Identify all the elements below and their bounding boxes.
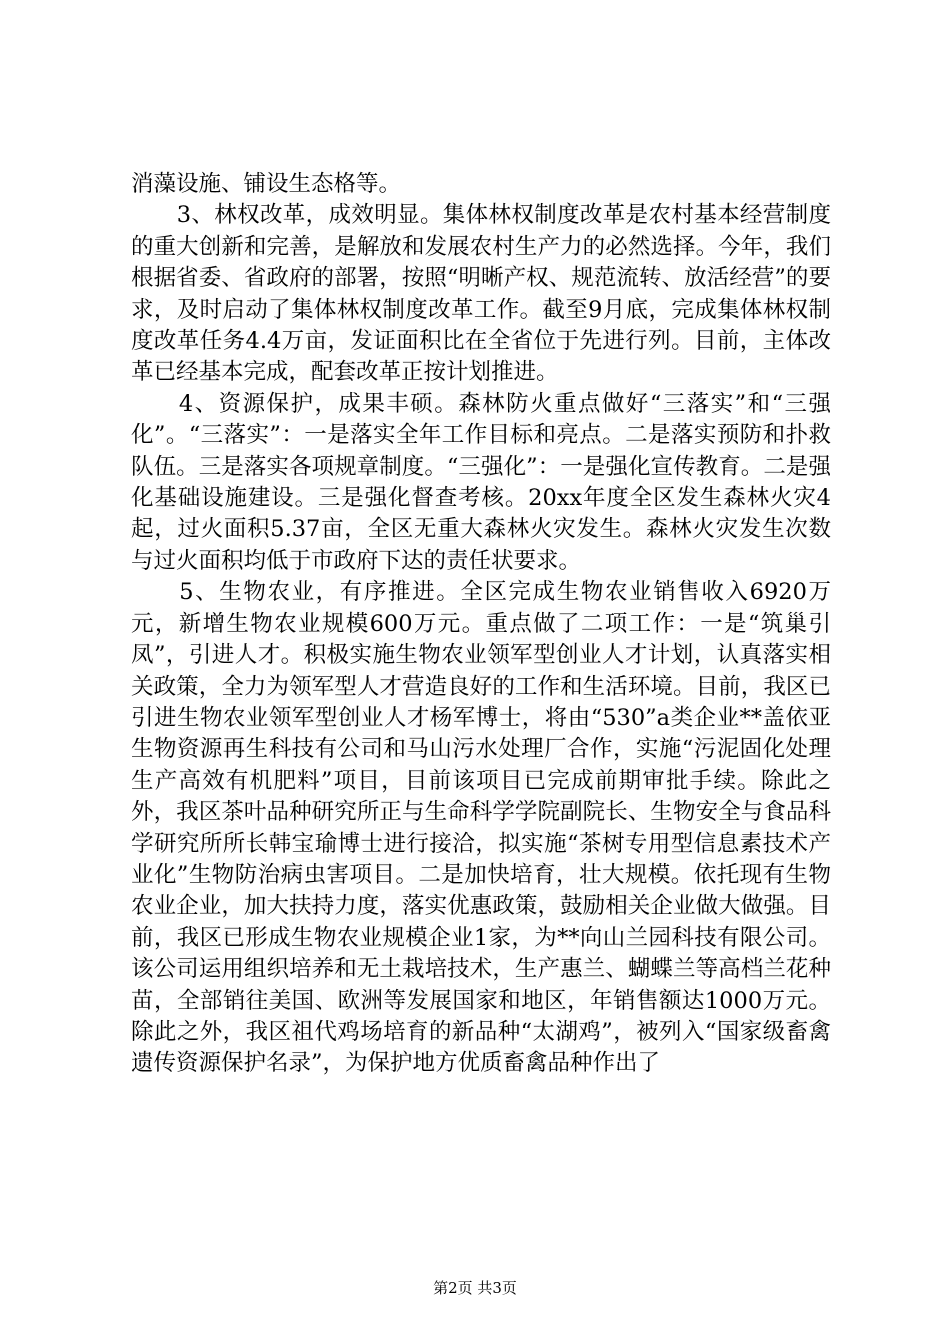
paragraph-bio-agriculture: 5、生物农业，有序推进。全区完成生物农业销售收入6920万元，新增生物农业规模600万元。重点做了二项工作：一是“筑巢引凤”，引进人才。积极实施生物农业领军型创业人才计划，认真落实相关政策，全力为领军型人才营造良好的工作和生活环境。目前，我区已引进生物农业领军型创业人才杨军博士，将由“530”a类企业**盖依亚生物资源再生科技有公司和马山污水处理厂合作，实施“污泥固化处理生产高效有机肥料”项目，目前该项目已完成前期审批手续。除此之外，我区茶叶品种研究所正与生命科学学院副院长、生物安全与食品科学研究所所长韩宝瑜博士进行接洽，拟实施“茶树专用型信息素技术产业化”生物防治病虫害项目。二是加快培育，壮大规模。依托现有生物农业企业，加大扶持力度，落实优惠政策，鼓励相关企业做大做强。目前，我区已形成生物农业规模企业1家，为**向山兰园科技有限公司。该公司运用组织培养和无土栽培技术，生产惠兰、蝴蝶兰等高档兰花种苗，全部销往美国、欧洲等发展国家和地区，年销售额达1000万元。除此之外，我区祖代鸡场培育的新品种“太湖鸡”，被列入“国家级畜禽遗传资源保护名录”，为保护地方优质畜禽品种作出了: [131, 579, 831, 1077]
page-number-footer: 第2页 共3页: [433, 1279, 517, 1297]
paragraph-resource-protection: 4、资源保护，成果丰硕。森林防火重点做好“三落实”和“三强化”。“三落实”：一是落实全年工作目标和亮点。二是落实预防和扑救队伍。三是落实各项规章制度。“三强化”：一是强化宣传教育。二是强化基础设施建设。三是强化督查考核。20xx年度全区发生森林火灾4起，过火面积5.37亩，全区无重大森林火灾发生。森林火灾发生次数与过火面积均低于市政府下达的责任状要求。: [131, 390, 831, 574]
paragraph-continuation: 消藻设施、铺设生态格等。: [131, 171, 402, 197]
document-body: [131, 169, 831, 1080]
paragraph-forest-rights-reform: 3、林权改革，成效明显。集体林权制度改革是农村基本经营制度的重大创新和完善，是解放和发展农村生产力的必然选择。今年，我们根据省委、省政府的部署，按照“明晰产权、规范流转、放活经营”的要求，及时启动了集体林权制度改革工作。截至9月底，完成集体林权制度改革任务4.4万亩，发证面积比在全省位于先进行列。目前，主体改革已经基本完成，配套改革正按计划推进。: [131, 202, 831, 386]
